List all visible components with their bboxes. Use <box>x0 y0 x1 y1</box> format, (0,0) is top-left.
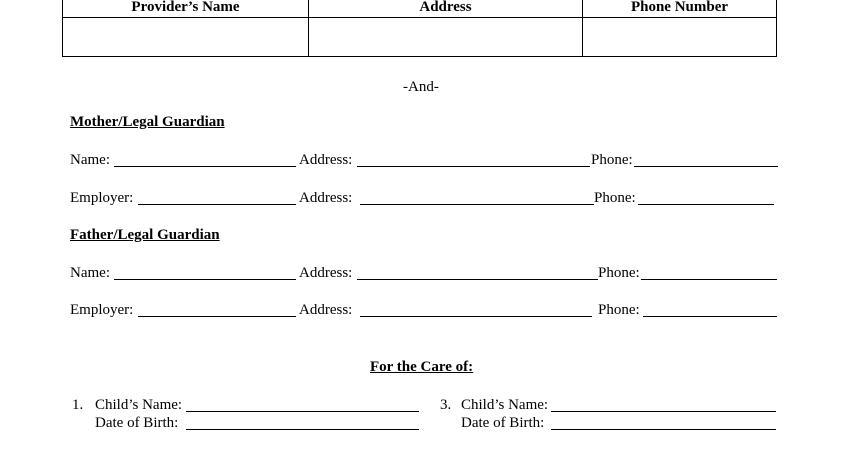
father-employer-address-label: Address: <box>299 302 353 318</box>
providers-header-row <box>63 0 777 18</box>
father-address-label: Address: <box>299 265 353 281</box>
father-name-label: Name: <box>70 265 110 281</box>
mother-phone-field[interactable] <box>634 166 778 167</box>
mother-employer-phone-field[interactable] <box>638 204 774 205</box>
father-heading: Father/Legal Guardian <box>70 227 220 243</box>
mother-address-field[interactable] <box>357 166 590 167</box>
father-name-field[interactable] <box>114 279 296 280</box>
father-phone-label: Phone: <box>598 265 640 281</box>
col-header-address: Address <box>309 0 583 18</box>
child1-name-field[interactable] <box>186 411 419 412</box>
child1-name-label: Child’s Name: <box>95 397 183 413</box>
provider-phone-cell[interactable] <box>583 18 777 57</box>
col-header-provider-name: Provider’s Name <box>63 0 309 18</box>
child1-dob-label: Date of Birth: <box>95 415 179 431</box>
father-address-field[interactable] <box>357 279 598 280</box>
provider-name-cell[interactable] <box>63 18 309 57</box>
child3-name-label: Child’s Name: <box>461 397 549 413</box>
mother-phone-label: Phone: <box>591 152 633 168</box>
mother-employer-phone-label: Phone: <box>594 190 636 206</box>
father-employer-phone-field[interactable] <box>643 316 777 317</box>
mother-employer-address-field[interactable] <box>360 204 594 205</box>
col-header-phone-number: Phone Number <box>583 0 777 18</box>
mother-employer-label: Employer: <box>70 190 134 206</box>
father-employer-phone-label: Phone: <box>598 302 640 318</box>
mother-heading: Mother/Legal Guardian <box>70 114 225 130</box>
father-phone-field[interactable] <box>641 279 777 280</box>
mother-name-label: Name: <box>70 152 110 168</box>
mother-employer-field[interactable] <box>138 204 296 205</box>
child3-name-field[interactable] <box>551 411 776 412</box>
child1-dob-field[interactable] <box>186 429 419 430</box>
child3-dob-label: Date of Birth: <box>461 415 545 431</box>
child3-dob-field[interactable] <box>551 429 776 430</box>
child1-number: 1. <box>72 397 84 413</box>
provider-address-cell[interactable] <box>309 18 583 57</box>
child3-number: 3. <box>440 397 452 413</box>
father-employer-label: Employer: <box>70 302 134 318</box>
mother-employer-address-label: Address: <box>299 190 353 206</box>
providers-table <box>62 0 777 57</box>
providers-input-row <box>63 18 777 57</box>
father-employer-address-field[interactable] <box>360 316 592 317</box>
mother-name-field[interactable] <box>114 166 296 167</box>
father-employer-field[interactable] <box>138 316 296 317</box>
care-heading: For the Care of: <box>370 359 474 375</box>
mother-address-label: Address: <box>299 152 353 168</box>
and-separator: -And- <box>403 79 439 95</box>
